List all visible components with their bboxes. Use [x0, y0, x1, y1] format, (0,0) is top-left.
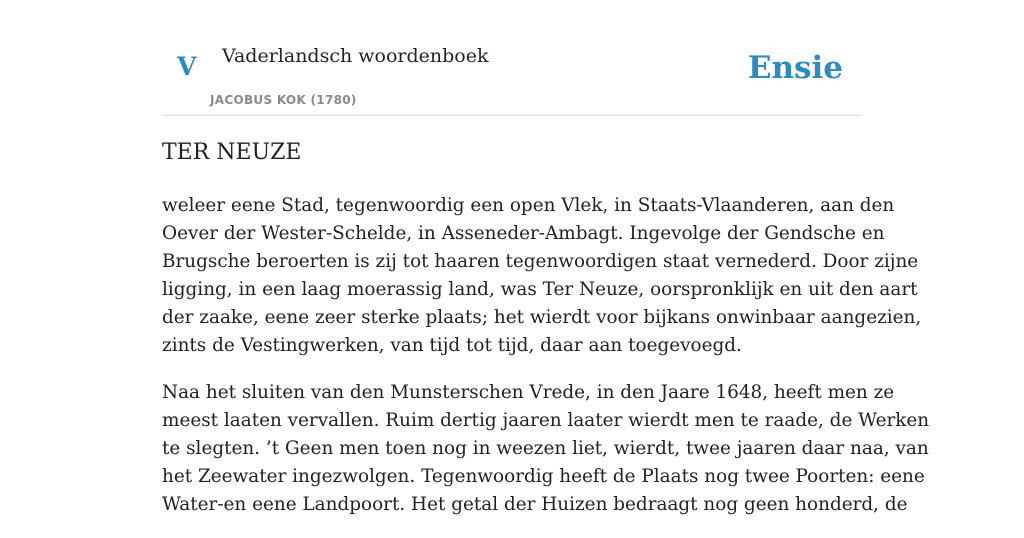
entry-body [162, 192, 930, 538]
page [162, 0, 930, 515]
text-line: Water-en eene Landpoort. Het getal der Huizen bedraagt nog geen honderd, de [162, 494, 908, 515]
dictionary-author: JACOBUS KOK (1780) [210, 93, 357, 107]
text-line: weleer eene Stad, tegenwoordig een open Vlek, in Staats-Vlaanderen, aan den [162, 195, 895, 216]
text-line: der zaake, eene zeer sterke plaats; het wierdt voor bijkans onwinbaar aangezien, [162, 307, 922, 328]
ensie-logo-link[interactable]: Ensie [747, 50, 843, 86]
text-line: zints de Vestingwerken, van tijd tot tijd, daar aan toegevoegd. [162, 335, 742, 356]
text-line: meest laaten vervallen. Ruim dertig jaaren laater wierdt men te raade, de Werken [162, 410, 930, 431]
paragraph [162, 379, 930, 519]
text-line: het Zeewater ingezwolgen. Tegenwoordig heeft de Plaats nog twee Poorten: eene [162, 466, 925, 487]
text-line: Oever der Wester-Schelde, in Asseneder-Ambagt. Ingevolge der Gendsche en [162, 223, 885, 244]
text-line: Naa het sluiten van den Munsterschen Vrede, in den Jaare 1648, heeft men ze [162, 382, 895, 403]
dictionary-logo-letter[interactable]: V [177, 52, 197, 81]
dictionary-title-link[interactable]: Vaderlandsch woordenboek [222, 45, 489, 67]
paragraph [162, 192, 922, 360]
text-line: ligging, in een laag moerassig land, was Ter Neuze, oorspronklijk en uit den aart [162, 279, 918, 300]
header [162, 0, 862, 116]
text-line: te slegten. ’t Geen men toen nog in weezen liet, wierdt, twee jaaren daar naa, van [162, 438, 929, 459]
entry-title: TER NEUZE [162, 140, 302, 165]
text-line: Brugsche beroerten is zij tot haaren tegenwoordigen staat vernederd. Door zijne [162, 251, 919, 272]
